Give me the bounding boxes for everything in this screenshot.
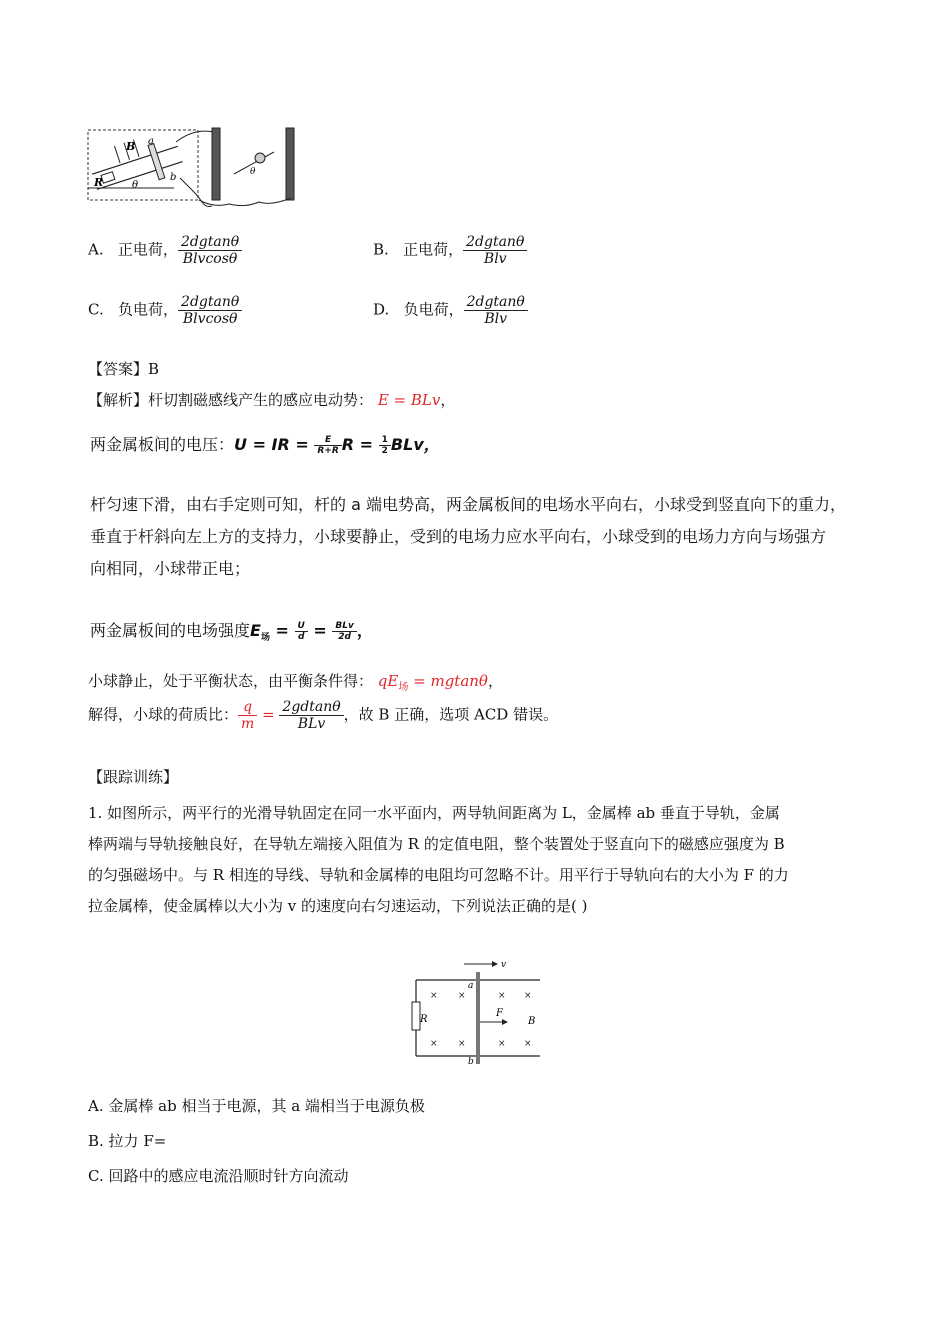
svg-text:×: × xyxy=(498,991,506,1001)
option-a[interactable]: A. 正电荷， $\frac{2dgtan\theta}{\text{Blvcosθ}}$ xyxy=(88,234,242,267)
svg-text:×: × xyxy=(524,1039,532,1049)
label-B: B xyxy=(126,140,136,153)
option-d-fraction: $\frac{2dgtan\theta}{\text{Blv}}$ xyxy=(464,294,528,327)
follow-choice-c[interactable]: C. 回路中的感应电流沿顺时针方向流动 xyxy=(88,1167,349,1185)
label-B2: B xyxy=(528,1016,536,1027)
svg-text:×: × xyxy=(498,1039,506,1049)
label-R: R xyxy=(94,176,104,189)
label-a2: a xyxy=(468,981,474,991)
label-R2: R xyxy=(420,1014,428,1025)
field-crosses xyxy=(430,991,532,1049)
svg-text:×: × xyxy=(524,991,532,1001)
follow-heading: 【跟踪训练】 xyxy=(88,768,179,786)
label-v: v xyxy=(501,960,507,970)
option-b[interactable]: B. 正电荷， $\frac{2dgtan\theta}{\text{Blv}}$ xyxy=(373,234,527,267)
option-b-fraction: $\frac{2dgtan\theta}{\text{Blv}}$ xyxy=(463,234,527,267)
follow-choice-b[interactable]: B. 拉力 F= xyxy=(88,1132,167,1150)
analysis-balance: 小球静止，处于平衡状态，由平衡条件得： $qE_场 = mgtan\theta$， xyxy=(88,672,503,693)
label-theta: θ xyxy=(132,180,139,191)
analysis-ratio: 解得，小球的荷质比： $\frac{q}{m}$ = $\frac{2gdtan\theta}{\text{BLv}}$ ，故 B 正确，选项 ACD 错误。 xyxy=(88,699,559,732)
option-d[interactable]: D. 负电荷， $\frac{2dgtan\theta}{\text{Blv}}$ xyxy=(373,294,528,327)
svg-text:×: × xyxy=(430,1039,438,1049)
figure-rails-circuit xyxy=(406,958,546,1068)
analysis-paragraph: 杆匀速下滑，由右手定则可知，杆的 a 端电势高，两金属板间的电场水平向右，小球受到竖直向下的重力， 垂直于杆斜向左上方的支持力，小球要静止，受到的电场力应水平向右，小球受到的电场力方向与场强方 向相同，小球带正电； xyxy=(90,495,846,578)
svg-text:×: × xyxy=(430,991,438,1001)
option-c-fraction: $\frac{2dgtan\theta}{\text{Blvcosθ}}$ xyxy=(178,294,242,327)
label-b2: b xyxy=(468,1057,474,1067)
option-c[interactable]: C. 负电荷， $\frac{2dgtan\theta}{\text{Blvcosθ}}$ xyxy=(88,294,242,327)
svg-text:×: × xyxy=(458,991,466,1001)
label-b: b xyxy=(170,172,177,183)
analysis-voltage: 两金属板间的电压：U = IR = $\frac{E}{R+R}$ R = $\frac{1}{2}$ BLv， xyxy=(90,435,440,456)
label-a: a xyxy=(148,136,154,147)
answer: 【答案】B xyxy=(88,360,160,378)
svg-text:×: × xyxy=(458,1039,466,1049)
option-a-fraction: $\frac{2dgtan\theta}{\text{Blvcosθ}}$ xyxy=(178,234,242,267)
label-theta2: θ xyxy=(250,167,256,177)
analysis-field: 两金属板间的电场强度$E_场$ = $\frac{U}{d}$ = $\frac{\text{BLv}}{2d}$ ， xyxy=(90,621,373,644)
figure-incline-capacitor xyxy=(84,122,314,212)
label-F: F xyxy=(496,1008,503,1019)
follow-question: 1. 如图所示，两平行的光滑导轨固定在同一水平面内，两导轨间距离为 L，金属棒 ab 垂直于导轨，金属 棒两端与导轨接触良好，在导轨左端接入阻值为 R 的定值电阻，整个装置处于竖直向下的磁感应强度为 B 的匀强磁场中。与 R 相连的导线、导轨和金属棒的电阻均可忽略不计。用平行于导轨向右的大小为 F 的力 拉金属棒，使金属棒以大小为 v 的速度向右匀速运动，下列说法正确的是( ) xyxy=(88,804,789,915)
follow-choice-a[interactable]: A. 金属棒 ab 相当于电源，其 a 端相当于电源负极 xyxy=(88,1097,425,1115)
analysis-line1: 【解析】杆切割磁感线产生的感应电动势： E = BLv， xyxy=(88,391,456,409)
